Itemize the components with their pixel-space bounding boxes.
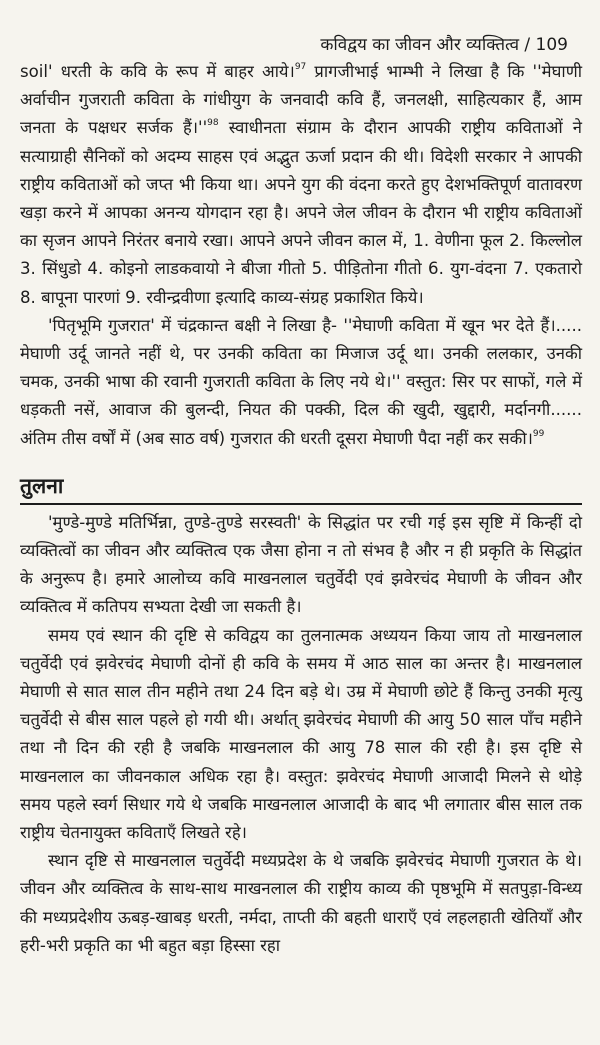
text-run: प्रागजीभाई भाम्भी ने लिखा है कि ''मेघाणी अर्वाचीन गुजराती कविता के गांधीयुग के जनवादी कवि हैं, जनलक्षी, साहित्यकार हैं, आम जनता के पक्षधर सर्जक हैं।'' [20,62,583,138]
paragraph-comparison-intro: 'मुण्डे-मुण्डे मतिर्भिन्ना, तुण्डे-तुण्डे सरस्वती' के सिद्धांत पर रची गई इस सृष्टि में किन्हीं दो व्यक्तित्वों का जीवन और व्यक्तित्व एक जैसा होना न तो संभव है और न ही प्रकृति के सिद्धांत के अनुरूप है। हमारे आलोच्य कवि माखनलाल चतुर्वेदी एवं झवेरचंद मेघाणी के जीवन और व्यक्तित्व में कतिपय सभ्यता देखी जा सकती है। [20,512,582,617]
paragraph-bakshi-quote [20,312,582,453]
paragraph-time-comparison: समय एवं स्थान की दृष्टि से कविद्वय का तुलनात्मक अध्ययन किया जाय तो माखनलाल चतुर्वेदी एवं झवेरचंद मेघाणी दोनों ही कवि के समय में आठ साल का अन्तर है। माखनलाल मेघाणी से सात साल तीन महीने तथा 24 दिन बड़े थे। उम्र में मेघाणी छोटे हैं किन्तु उनकी मृत्यु चतुर्वेदी से बीस साल पहले हो गयी थी। अर्थात् झवेरचंद मेघाणी की आयु 50 साल पाँच महीने तथा नौ दिन की रही है जबकि माखनलाल की आयु 78 साल की रही है। इस दृष्टि से माखनलाल का जीवनकाल अधिक रहा है। वस्तुत: झवेरचंद मेघाणी आजादी मिलने से थोड़े समय पहले स्वर्ग सिधार गये थे जबकि माखनलाल आजादी के बाद भी लगातार बीस साल तक राष्ट्रीय चेतनायुक्त कविताएँ लिखते रहे। [20,625,582,843]
text-run: 'पितृभूमि गुजरात' में चंद्रकान्त बक्षी ने लिखा है- ''मेघाणी कविता में खून भर देते हैं।..... मेघाणी उर्दू जानते नहीं थे, पर उनकी कविता का मिजाज उर्दू था। उनकी ललकार, उनकी चमक, उनकी भाषा की रवानी गुजराती कविता के लिए नये थे।'' वस्तुत: सिर पर साफों, गले में धड़कती नसें, आवाज की बुलन्दी, नियत की पक्की, दिल की खुदी, खुद्दारी, मर्दानगी...... अंतिम तीस वर्षों में (अब साठ वर्ष) गुजरात की धरती दूसरा मेघाणी पैदा नहीं कर सकी। [20,315,582,448]
footnote-ref-97: 97 [294,62,307,72]
footnote-ref-99: 99 [532,428,545,439]
section-heading: तुलना [20,471,582,505]
running-head: कविद्वय का जीवन और व्यक्तित्व / 109 [320,35,568,55]
footnote-ref-98: 98 [207,118,219,129]
text-run: soil' धरती के कवि के रूप में बाहर आये। [20,62,295,81]
text-run: स्वाधीनता संग्राम के दौरान आपकी राष्ट्रीय कविताओं ने सत्याग्राही सैनिकों को अदम्य साहस एवं अद्भुत ऊर्जा प्रदान की थी। विदेशी सरकार ने आपकी राष्ट्रीय कविताओं को जप्त भी किया था। अपने युग की वंदना करते हुए देशभक्तिपूर्ण वातावरण खड़ा करने में आपका अनन्य योगदान रहा है। अपने जेल जीवन के दौरान भी राष्ट्रीय कविताओं का सृजन आपने निरंतर बनाये रखा। आपने अपने जीवन काल में, 1. वेणीना फूल 2. किल्लोल 3. सिंधुडो 4. कोइनो लाडकवायो ने बीजा गीतो 5. पीड़ितोना गीतो 6. युग-वंदना 7. एकतारो 8. बापूना पारणां 9. रवीन्द्रवीणा इत्यादि काव्य-संग्रह प्रकाशित किये। [20,118,582,307]
paragraph-meghani-poetry [20,58,582,312]
paragraph-place-comparison: स्थान दृष्टि से माखनलाल चतुर्वेदी मध्यप्रदेश के थे जबकि झवेरचंद मेघाणी गुजरात के थे। जीवन और व्यक्तित्व के साथ-साथ माखनलाल की राष्ट्रीय काव्य की पृष्ठभूमि में सतपुड़ा-विन्ध्य की मध्यप्रदेशीय ऊबड़-खाबड़ धरती, नर्मदा, ताप्ती की बहती धाराएँ एवं लहलहाती खेतियाँ और हरी-भरी प्रकृति का भी बहुत बड़ा हिस्सा रहा [20,851,582,955]
